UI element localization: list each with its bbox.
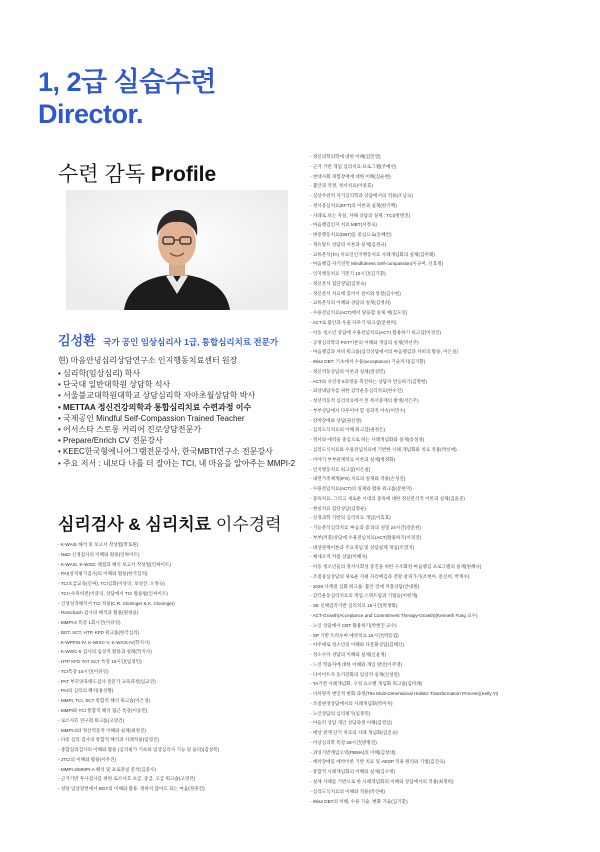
director-portrait-illustration (66, 190, 288, 310)
history-item: - 정신역동상담의 이론과 실제(전성민) (310, 367, 498, 377)
history-item: - ACT로 불안과 우울 다루기 워크샵(문현미) (310, 318, 498, 328)
history-item: - 조절중심상담의 새로운 지평 자리매김과 전망 살펴가기(조현아, 문신희, 박재수) (310, 572, 498, 582)
history-item: - 청년역동적 심리치료에서 본 정서중재의 발생(서은주) (310, 396, 498, 406)
history-item: - 정서와 애착을 중심으로 하는 사례개념화와 실제(송성경) (310, 435, 498, 445)
profile-title-bold: Profile (150, 163, 217, 186)
history-item: - 인성성격해석서 TCI 적용(C.R. Cloninger & K. Cloninger) (58, 599, 219, 609)
history-item: - 느린 학습자에 대한 이해와 개입 방안(이주영) (310, 660, 498, 670)
history-item: - K-WISC-5 검사의 임상적 활용과 실례(학지사) (58, 647, 219, 657)
history-item: - MMPI-2/MMPI-A 해석 및 프로파일 분석(김중수) (58, 765, 219, 775)
history-item: - 현대사회 경험장애에 대한 이해(심순현) (310, 172, 498, 182)
history-item: - Wise DBT의 이해, 수용 기술, 변화 기술(김기환) (310, 797, 498, 807)
history-item: - 정서중심치료(EFT)의 이론과 실제(한기백) (310, 201, 498, 211)
history-item: - 부부상담에서 다루어야 할 성과적 이슈(이민수) (310, 406, 498, 416)
history-item: - 아동 청소년들의 정서사회성 증진을 위한 구조화된 마음챙김 프로그램의 실제(원혜나) (310, 562, 498, 572)
history-item: - 수용전념치료(ACT)에서 탈융합 실제 예(김도연) (310, 308, 498, 318)
profile-item: • 국제공인 Mindful Self-Compassion Trained Teacher (58, 413, 295, 424)
history-item: - 인지행동치료 워크샵(이은실) (310, 465, 498, 475)
history-item: - Wise DBT: 기초에서 수용(acceptance) 기술까지(김기환) (310, 357, 498, 367)
history-item: - MMPI-2 특강 1회시간(이큐잉) (58, 618, 219, 628)
profile-item: • 심리학(임상심리) 학사 (58, 368, 295, 379)
history-item: - 근거기반 투사검사를 위한 로르샤흐 초급, 중급, 고급 워크숍(고영건) (58, 774, 219, 784)
history-item: - 아주애로 청소년의 이해와 다문화상담(김태신) (310, 640, 498, 650)
history-item: - 교류분석의 이해와 상담의 실제(김정희) (310, 298, 498, 308)
history-item: - 감각운동심리치료의 개입 스펙트럼과 기법들(이현재) (310, 591, 498, 601)
history-item: - HTP KFD TAT SCT 특강 16시간(임경민) (58, 657, 219, 667)
history-item: - 로르샤흐 연구회 워크숍(고영건) (58, 716, 219, 726)
history-item: - PAI(성격평가검사)의 이해와 활용(한국심리) (58, 569, 219, 579)
history-item: - 강박장애와 상담(권신영) (310, 416, 498, 426)
history-item: - 마음챙김과 자비 워크숍(심리상담에서의 마음챙김과 자비의 활용, 이은실) (310, 347, 498, 357)
history-item: - 다차원적 변인적 변화 과정(The Multi-Dimensional Holistic Transformation Process)(Kelly Yi) (310, 689, 498, 699)
history-item: - JTCI의 이해와 활용(이주진) (58, 755, 219, 765)
history-list-right (310, 152, 498, 806)
history-item: - 게슈탈트 상담의 이론과 실제(김정규) (310, 240, 498, 250)
history-item: - 변증행동치료(DBT)를 중심으로(송혜련) (310, 230, 498, 240)
history-item: - MMPI-2와 정신역동적 이해와 실제(최정진) (58, 726, 219, 736)
history-item: - 현실치료 집단상담(김명순) (310, 504, 498, 514)
profile-section-title (58, 158, 216, 188)
history-item: - 내면가족체계(IFS) 치료의 실제와 적용(손성진) (310, 474, 498, 484)
history-item: - MMPI, TCI, SCT 통합적 해석 워크숍(이은경) (58, 696, 219, 706)
history-item: - 중독치료, 그리고 새로운 시대의 중독에 대한 정신분석적 이론과 실제(김윤준) (310, 494, 498, 504)
history-item: - 애착장애를 애착이론 기반 치료 및 AEDP 적용 원리와 기법(김진숙) (310, 757, 498, 767)
history-item: - ACT와 유연성 6과정을 촉진하는 상담자 반응하기(김명현) (310, 377, 498, 387)
profile-item: • 어서스타 스토롱 커리어 진로상담전문가 (58, 424, 295, 435)
history-item: - 이상심리학 특강 28시간(방병진) (310, 738, 498, 748)
history-item: - SP 기반 트라우마 애착치료 16시간(박동엽) (310, 631, 498, 641)
profile-item: • METTAA 정신건강의학과 통합심리치료 수련과정 이수 (58, 402, 295, 413)
profile-item: • 단국대 일반대학원 상담학 석사 (58, 379, 295, 390)
history-item: - 정신의학의학에 대한 이해(임민영) (310, 152, 498, 162)
history-item: - 공정심리학의 PST이론의 이해와 개입의 실제(박선주) (310, 338, 498, 348)
current-position: 현) 마음안녕심리상담연구소 인지행동치료센터 원장 (58, 356, 238, 365)
history-item: - TCI초급교육(인싸), TCI심화(이큐잉, 보성진, 오정숙) (58, 579, 219, 589)
history-item: - PAI의 심리의 해석(홍상황) (58, 686, 219, 696)
history-item: - 기능분석심리치료 '마음과 몸'과의 친밀 24시간(강문헌) (310, 523, 498, 533)
history-list-left (58, 540, 219, 794)
history-item: - 정신분석 치료에 있어서 전이와 통찰(김수현) (310, 289, 498, 299)
history-item: - 종합심리검사의 이해와 활용 (심리평가 기초와 임상심리사 기능 및 윤리)(김상복) (58, 745, 219, 755)
history-item: - 사례로 보는 자살, 자해 상담의 실제 : TCI(방병진) (310, 211, 498, 221)
history-item: - 아동 청소년 상담에 수용전념치료(ACT) 활용하기 워크샵(이경진) (310, 328, 498, 338)
history-item: - SE 신체감각기반 심리치료 16시간(박정화) (310, 601, 498, 611)
history-item: - 이야기 부부관계치료 이론과 실제(정정화) (310, 455, 498, 465)
history-item: - 심상주관적 자기심리학과 상담에서의 적용(조남숙) (310, 191, 498, 201)
history-item: - PAT 부모양육태도검사 전문가 교육과정(임교연) (58, 677, 219, 687)
history-item: - 2025 사계절 심화 워크숍: 불안 장애 커플상담(안대원) (310, 582, 498, 592)
history-title-rest: 이수경력 (211, 515, 282, 534)
history-item: - TCI+수퍼비전(이큐잉, 상담에서 TCI 활용법(인싸이트) (58, 589, 219, 599)
history-item: - 마음챙김인지 치료 MBT(서정숙) (310, 220, 498, 230)
history-item: - K-WAIS, K-WISC 채점과 해석 보고서 작성법(인싸이트) (58, 560, 219, 570)
history-item: - 아들러 상담 개인 상담과정 이해(김영심) (310, 718, 498, 728)
history-item: - 근거 기반 개념 심리치료 프로그램(주예선) (310, 162, 498, 172)
history-item: - N&D 신경검사의 이해와 활용(인싸이트) (58, 550, 219, 560)
history-item: - TCI특강 16시간(이큐잉) (58, 667, 219, 677)
history-item: - MMPI와 TCI 통합적 해석 접근 특강(이승민) (58, 706, 219, 716)
history-item: - 외상내담자를 위한 감각운동심리치료(한수진) (310, 386, 498, 396)
history-item: - 마음챙김-자기연민 Mindfulness Self-compassion(이규미, 신효정) (310, 259, 498, 269)
director-credentials: 국가 공인 임상심리사 1급, 통합심리치료 전문가 (103, 337, 279, 347)
history-item: - K-WAIS 해석 및 보고서 작성법(학토원) (58, 540, 219, 550)
page-title-line2: Director. (38, 99, 144, 129)
profile-title-prefix: 수련 감독 (58, 163, 151, 186)
profile-item: • 주요 저서 : 내보다 나를 더 잘아는 TCI, 내 마음을 알아주는 MMPI-2 (58, 458, 295, 469)
history-section-title (58, 510, 282, 535)
director-name-row (58, 330, 278, 350)
history-item: - 성당 임상장면에서 BGT의 이해와 활용: 정하지 않아도 되는 마음(정중진) (58, 784, 219, 794)
history-item: - K-WPPSI-IV, K-WISC-V, K-WAIS-IV(학지사) (58, 638, 219, 648)
history-item: - 실제 사례를 기반으로 한 사례개념화의 이해와 상담에서의 적용(최정희) (310, 777, 498, 787)
history-item: - 인지행동치료 기본기 16시간(김기환) (310, 269, 498, 279)
history-item: - 노인상담의 심리평가(임종민) (310, 709, 498, 719)
page-title-line1: 1, 2급 실습수련 (38, 67, 216, 97)
history-item: - 성소수자 상담의 이해와 실제(신윤정) (310, 650, 498, 660)
history-title-bold: 심리검사 & 심리치료 (58, 515, 212, 534)
director-name: 김성환 (58, 333, 96, 348)
profile-item: • 서울불교대학원대학교 상담심리학 자아초월상담학 박사 (58, 390, 295, 401)
history-item: - 과잉기반계임오영(PBMA)의 이해(김창대) (310, 748, 498, 758)
history-item: - 정신분석 집단상담(김정숙) (310, 279, 498, 289)
history-item: - 다중 심리 검사의 통합적 해석과 사례적용(임영진) (58, 735, 219, 745)
profile-item: • Prepare/Enrich CV 전문강사 (58, 435, 295, 446)
history-item: - 다이어트자 동기강화의 임상적 실제(신성만) (310, 670, 498, 680)
history-item: - 수용전념치료(ACT)의 실제와 활용 워크숍(문현미) (310, 484, 498, 494)
history-item: - 심리도식치료의 이해와 적용(박선애) (310, 787, 498, 797)
history-item: - 부부(커플)상담에 수용전념치료(ACT)활용하기(이경진) (310, 533, 498, 543)
history-item: - 조절변경상담에서의 사례개념화(박미자) (310, 699, 498, 709)
history-item: - 대상관계이론과 주요개념 및 상담실제 개입(조영지) (310, 543, 498, 553)
history-item: - 애상 관계 단기 치료의 사례 개념화(김진숙) (310, 728, 498, 738)
history-item: - TA기반 사례개념화, 구성 요소별 개념화 워크숍(김미례) (310, 679, 498, 689)
history-item: - 교류분석(TA) 치료인인지행동치료 사례개념화의 실제(김미례) (310, 250, 498, 260)
director-photo (66, 190, 288, 310)
history-item: - 노인 상담에서 CBT 활용하기(박현진 교수) (310, 621, 498, 631)
profile-item: • KEEC한국형에니어그램전문강사, 한국MBTI연구소 전문강사 (58, 446, 295, 457)
history-item: - 체세포적 커플 상담(이혜자) (310, 552, 498, 562)
history-item: - 신경과학 기반의 심리치료 개입(이효효) (310, 513, 498, 523)
history-item: - ACT-Growth(Acceptance and Commitment Therapy-Growth)(Kenneth Fung 교수) (310, 611, 498, 621)
profile-list (58, 368, 295, 469)
history-item: - 통합적 사례개념화의 이해와 실제(김수정) (310, 767, 498, 777)
history-item: - 심리도식치료의 이해 워크샵(권정은) (310, 425, 498, 435)
history-item: - Rorschach 검사의 해석과 활용(원창윤) (58, 608, 219, 618)
history-item: - 불안과 걱정, 정서치료(이종효) (310, 181, 498, 191)
history-item: - BGT, SCT, HTP, KFD 워크숍(한국심리) (58, 628, 219, 638)
history-item: - 심리도식치료와 수용전념치료에 기반한 사례 개념화와 치료 적용(박선애) (310, 445, 498, 455)
